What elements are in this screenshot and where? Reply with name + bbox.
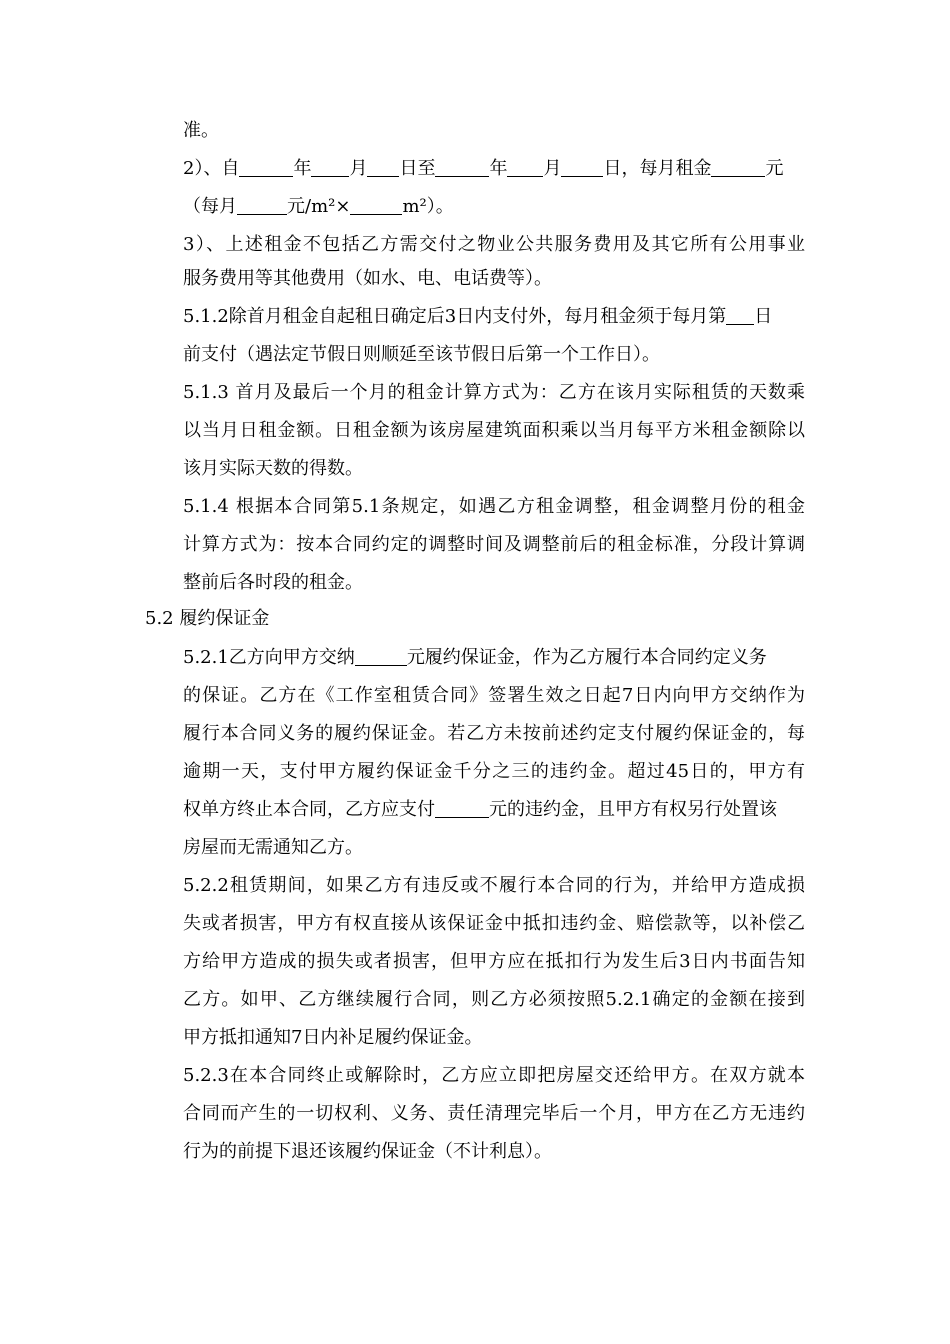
text: 元 xyxy=(765,158,784,179)
text-line: 准。 xyxy=(183,120,219,141)
text: 5.1.2除首月租金自起租日确定后3日内支付外，每月租金须于每月第 xyxy=(183,306,727,327)
blank-field[interactable] xyxy=(561,158,603,177)
text: 月 xyxy=(543,158,562,179)
blank-field[interactable] xyxy=(435,799,489,818)
text: 年 xyxy=(293,158,312,179)
text: 日 xyxy=(754,306,773,327)
text-line: 逾期一天，支付甲方履约保证金千分之三的违约金。超过45日的，甲方有 xyxy=(183,761,805,782)
text-line: 前支付（遇法定节假日则顺延至该节假日后第一个工作日）。 xyxy=(183,344,660,365)
blank-field[interactable] xyxy=(711,158,765,177)
blank-field[interactable] xyxy=(355,647,407,666)
text-line: 乙方。如甲、乙方继续履行合同，则乙方必须按照5.2.1确定的金额在接到 xyxy=(183,989,805,1010)
blank-field[interactable] xyxy=(237,196,287,215)
text-line: 5.1.3 首月及最后一个月的租金计算方式为：乙方在该月实际租赁的天数乘 xyxy=(183,382,805,403)
text: 年 xyxy=(489,158,508,179)
text-line: 合同而产生的一切权利、义务、责任清理完毕后一个月，甲方在乙方无违约 xyxy=(183,1103,805,1124)
text-line: 甲方抵扣通知7日内补足履约保证金。 xyxy=(183,1027,483,1048)
text: 日至 xyxy=(399,158,436,179)
text: 2）、自 xyxy=(183,158,240,179)
text: 元履约保证金，作为乙方履行本合同约定义务 xyxy=(406,647,767,668)
text-line: 整前后各时段的租金。 xyxy=(183,572,363,593)
deposit-amount-line xyxy=(183,646,805,670)
section-heading: 5.2 履约保证金 xyxy=(145,608,270,629)
text: 日，每月租金 xyxy=(603,158,712,179)
text: （每月 xyxy=(183,196,237,217)
text-line: 方给甲方造成的损失或者损害，但甲方应在抵扣行为发生后3日内书面告知 xyxy=(183,951,805,972)
rent-formula-line xyxy=(183,195,454,219)
blank-field[interactable] xyxy=(367,158,399,177)
text-line: 失或者损害，甲方有权直接从该保证金中抵扣违约金、赔偿款等，以补偿乙 xyxy=(183,913,805,934)
text-line: 行为的前提下退还该履约保证金（不计利息）。 xyxy=(183,1141,552,1162)
blank-field[interactable] xyxy=(311,158,349,177)
blank-field[interactable] xyxy=(350,196,402,215)
text-line: 履行本合同义务的履约保证金。若乙方未按前述约定支付履约保证金的，每 xyxy=(183,723,805,744)
text-line: 计算方式为：按本合同约定的调整时间及调整前后的租金标准，分段计算调 xyxy=(183,534,805,555)
text-line: 3）、上述租金不包括乙方需交付之物业公共服务费用及其它所有公用事业 xyxy=(183,234,805,255)
blank-field[interactable] xyxy=(726,306,754,325)
text-line: 的保证。乙方在《工作室租赁合同》签署生效之日起7日内向甲方交纳作为 xyxy=(183,685,805,706)
penalty-amount-line xyxy=(183,798,777,822)
text: 权单方终止本合同，乙方应支付 xyxy=(183,799,435,820)
blank-field[interactable] xyxy=(239,158,293,177)
text: 元的违约金，且甲方有权另行处置该 xyxy=(489,799,777,820)
text-line: 5.1.4 根据本合同第5.1条规定，如遇乙方租金调整，租金调整月份的租金 xyxy=(183,496,805,517)
text: 5.2.1乙方向甲方交纳 xyxy=(183,647,355,668)
rent-period-line xyxy=(183,157,783,181)
text-line: 5.2.3在本合同终止或解除时，乙方应立即把房屋交还给甲方。在双方就本 xyxy=(183,1065,805,1086)
text-line: 服务费用等其他费用（如水、电、电话费等）。 xyxy=(183,268,552,289)
blank-field[interactable] xyxy=(507,158,543,177)
text: 元/m²× xyxy=(287,196,351,217)
payment-day-line xyxy=(183,305,772,329)
text-line: 以当月日租金额。日租金额为该房屋建筑面积乘以当月每平方米租金额除以 xyxy=(183,420,805,441)
text: 月 xyxy=(349,158,368,179)
text-line: 房屋而无需通知乙方。 xyxy=(183,837,363,858)
blank-field[interactable] xyxy=(435,158,489,177)
text-line: 5.2.2租赁期间，如果乙方有违反或不履行本合同的行为，并给甲方造成损 xyxy=(183,875,805,896)
text-line: 该月实际天数的得数。 xyxy=(183,458,363,479)
text: m²）。 xyxy=(402,196,454,217)
